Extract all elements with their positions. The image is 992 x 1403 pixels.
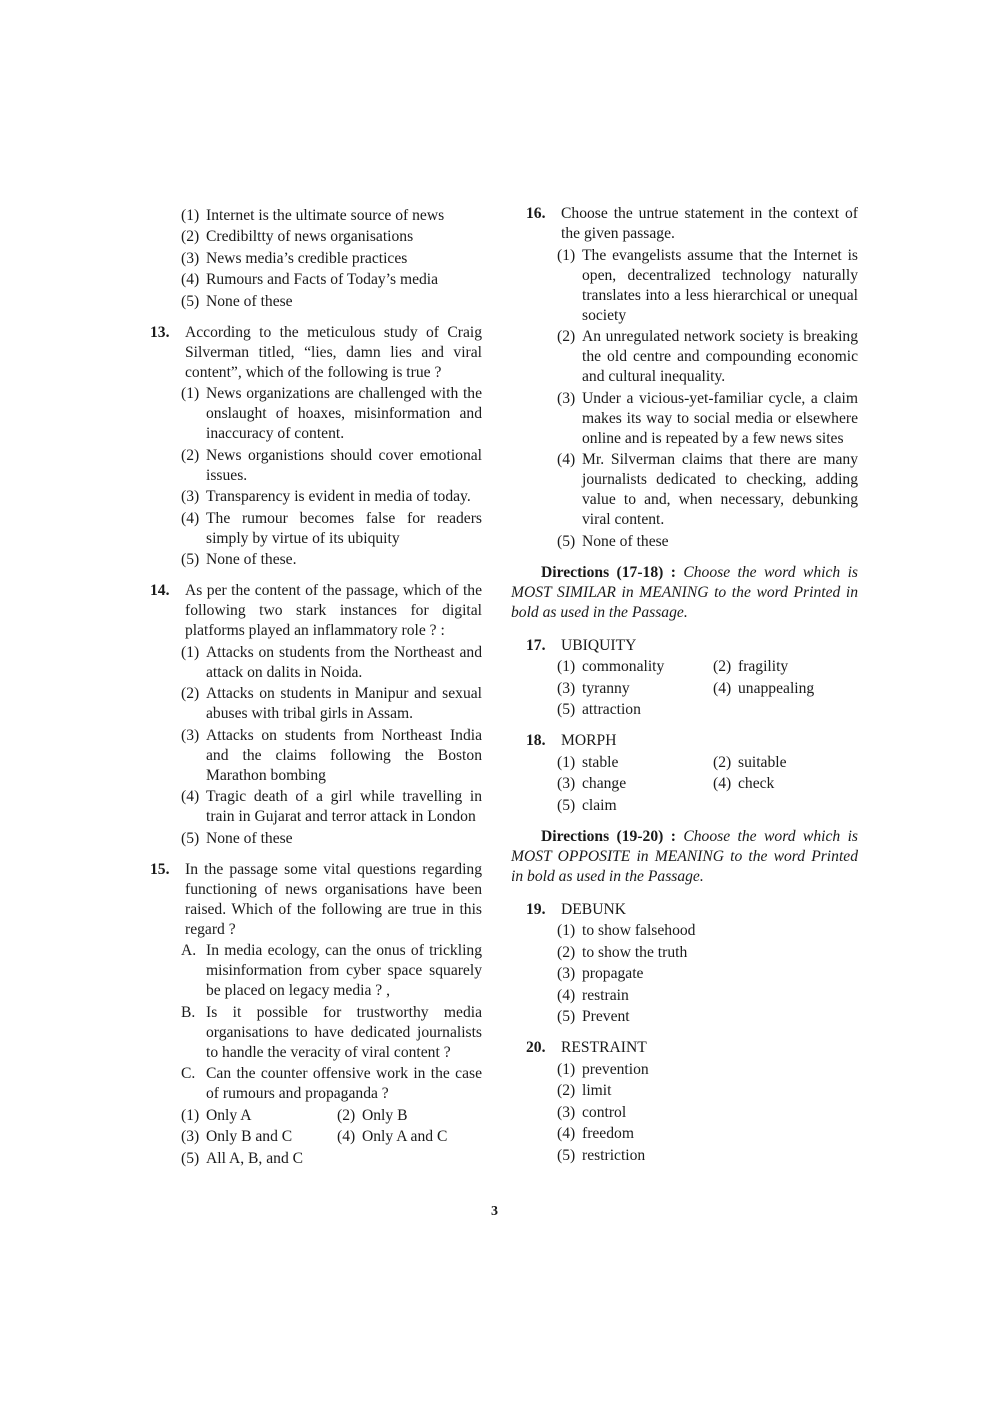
question-text: DEBUNK xyxy=(561,900,626,918)
option-text: News organizations are challenged with the onslaught of hoaxes, misinformation and inaccuracy of content. xyxy=(206,385,482,442)
option-number: (4) xyxy=(181,271,200,288)
answer-option xyxy=(557,753,713,773)
option-text: Only A xyxy=(206,1106,252,1124)
option-text: Internet is the ultimate source of news xyxy=(206,206,445,224)
answer-option xyxy=(181,726,482,786)
answer-option xyxy=(713,679,858,699)
answer-option xyxy=(181,684,482,724)
question-text: UBIQUITY xyxy=(561,636,637,654)
question xyxy=(526,204,858,552)
option-text: Credibiltty of news organisations xyxy=(206,228,414,245)
option-number: (1) xyxy=(557,1060,576,1078)
answer-option xyxy=(181,249,482,269)
answer-option xyxy=(713,753,858,773)
option-number: (1) xyxy=(181,643,200,661)
answer-option xyxy=(557,921,858,941)
option-text: unappealing xyxy=(738,679,815,697)
answer-option xyxy=(181,446,482,486)
option-number: (4) xyxy=(181,788,200,805)
answer-option xyxy=(557,796,713,816)
option-number: (4) xyxy=(337,1128,356,1145)
option-text: Tragic death of a girl while travelling in train in Gujarat and terror attack in London xyxy=(206,788,482,825)
statement xyxy=(181,941,482,1001)
option-text: prevention xyxy=(582,1060,649,1078)
option-number: (1) xyxy=(181,206,200,224)
option-list xyxy=(181,643,482,849)
answer-option xyxy=(337,1106,482,1126)
question xyxy=(526,636,858,721)
answer-option xyxy=(181,227,482,247)
question-continuation xyxy=(150,206,482,312)
option-text: attraction xyxy=(582,701,641,718)
option-text: tyranny xyxy=(582,679,630,697)
option-number: (2) xyxy=(557,328,576,345)
option-text: commonality xyxy=(582,658,665,675)
answer-option xyxy=(181,487,482,507)
statement xyxy=(181,1064,482,1104)
answer-option xyxy=(181,1106,337,1126)
option-number: (2) xyxy=(181,446,200,464)
option-number: (2) xyxy=(557,1082,576,1099)
answer-option xyxy=(181,643,482,683)
answer-option xyxy=(557,1124,858,1144)
option-text: Under a vicious-yet-familiar cycle, a claim makes its way to social media or elsewhere online and is repeated by a few news sites xyxy=(582,389,858,447)
answer-option xyxy=(181,1127,337,1147)
option-number: (2) xyxy=(181,228,200,245)
option-number: (3) xyxy=(557,775,576,792)
statement-label: C. xyxy=(181,1065,196,1082)
answer-option xyxy=(557,450,858,530)
question-text: RESTRAINT xyxy=(561,1039,647,1056)
option-text: Attacks on students in Manipur and sexual abuses with tribal girls in Assam. xyxy=(206,685,482,722)
answer-option xyxy=(557,1103,858,1123)
option-number: (5) xyxy=(181,829,200,847)
option-list xyxy=(181,384,482,570)
option-text: limit xyxy=(582,1082,612,1099)
directions xyxy=(511,827,858,887)
answer-option xyxy=(713,657,858,677)
option-text: Rumours and Facts of Today’s media xyxy=(206,271,439,288)
answer-option xyxy=(557,1007,858,1027)
option-list xyxy=(557,1060,858,1166)
right-column xyxy=(511,204,858,1177)
option-number: (5) xyxy=(181,551,200,568)
option-list xyxy=(181,206,482,312)
option-list xyxy=(557,656,858,721)
question-text: Choose the untrue statement in the context of the given passage. xyxy=(561,205,858,242)
question-text: MORPH xyxy=(561,732,617,749)
statement xyxy=(181,1003,482,1063)
directions-label: Directions (19-20) : xyxy=(541,827,676,845)
answer-option xyxy=(181,829,482,849)
question xyxy=(150,581,482,849)
option-text: All A, B, and C xyxy=(206,1149,304,1167)
option-text: Attacks on students from the Northeast and attack on dalits in Noida. xyxy=(206,643,482,681)
option-text: News media’s credible practices xyxy=(206,249,408,267)
option-text: None of these xyxy=(582,532,669,550)
answer-option xyxy=(557,679,713,699)
option-number: (3) xyxy=(181,1128,200,1145)
option-number: (1) xyxy=(181,1106,200,1124)
left-column xyxy=(150,204,482,1180)
question-number: 14. xyxy=(150,582,170,599)
question-text: According to the meticulous study of Craig Silverman titled, “lies, damn lies and viral content”, which of the following is true ? xyxy=(185,323,482,381)
question xyxy=(526,1038,858,1166)
option-text: An unregulated network society is breaking the old centre and compounding economic and cultural inequality. xyxy=(582,328,858,385)
answer-option xyxy=(557,1081,858,1101)
answer-option xyxy=(181,550,482,570)
option-text: fragility xyxy=(738,658,789,675)
option-number: (5) xyxy=(557,1008,576,1025)
option-text: restriction xyxy=(582,1146,646,1164)
option-text: Mr. Silverman claims that there are many journalists dedicated to checking, adding value to and, when necessary, debunking viral content. xyxy=(582,451,858,528)
option-number: (1) xyxy=(557,658,576,675)
option-number: (2) xyxy=(181,685,200,702)
option-number: (5) xyxy=(557,701,576,718)
answer-option xyxy=(337,1127,482,1147)
option-number: (4) xyxy=(181,509,200,527)
directions xyxy=(511,563,858,623)
option-text: The evangelists assume that the Internet is open, decentralized technology naturally translates into a less hierarchical or unequal society xyxy=(582,246,858,324)
statement-label: A. xyxy=(181,942,197,959)
option-number: (3) xyxy=(181,726,200,744)
option-text: change xyxy=(582,775,627,792)
option-number: (5) xyxy=(181,1149,200,1167)
option-number: (4) xyxy=(557,986,576,1004)
option-text: Only A and C xyxy=(362,1128,448,1145)
question xyxy=(526,731,858,816)
option-number: (4) xyxy=(713,679,732,697)
directions-text: Choose the word which is MOST SIMILAR in MEANING to the word Printed in bold as used in the Passage. xyxy=(511,563,858,621)
answer-option xyxy=(557,389,858,449)
option-number: (5) xyxy=(557,796,576,814)
question-number: 19. xyxy=(526,900,546,918)
option-text: suitable xyxy=(738,753,787,771)
question-number: 18. xyxy=(526,732,546,749)
option-number: (3) xyxy=(557,1103,576,1121)
option-text: None of these xyxy=(206,292,293,310)
option-number: (2) xyxy=(337,1106,356,1124)
option-text: The rumour becomes false for readers simply by virtue of its ubiquity xyxy=(206,509,482,547)
option-text: to show falsehood xyxy=(582,922,696,939)
option-text: check xyxy=(738,775,775,792)
option-list xyxy=(181,1104,482,1169)
question xyxy=(150,323,482,571)
option-text: stable xyxy=(582,753,619,771)
answer-option xyxy=(557,657,713,677)
option-text: propagate xyxy=(582,965,644,982)
option-text: None of these xyxy=(206,829,293,847)
answer-option xyxy=(181,206,482,226)
option-number: (2) xyxy=(557,943,576,961)
page-number: 3 xyxy=(491,1204,498,1219)
answer-option xyxy=(557,327,858,387)
option-number: (3) xyxy=(181,249,200,267)
option-number: (1) xyxy=(181,385,200,402)
option-text: Prevent xyxy=(582,1008,630,1025)
option-number: (4) xyxy=(557,451,576,468)
statement-text: Can the counter offensive work in the case of rumours and propaganda ? xyxy=(206,1065,482,1102)
option-text: to show the truth xyxy=(582,943,688,961)
answer-option xyxy=(557,1146,858,1166)
option-list xyxy=(557,246,858,552)
question-number: 17. xyxy=(526,636,546,654)
answer-option xyxy=(557,1060,858,1080)
option-number: (3) xyxy=(557,389,576,407)
option-text: control xyxy=(582,1103,627,1121)
answer-option xyxy=(181,292,482,312)
option-text: restrain xyxy=(582,986,629,1004)
answer-option xyxy=(557,943,858,963)
option-number: (1) xyxy=(557,753,576,771)
question-number: 13. xyxy=(150,323,170,341)
option-number: (3) xyxy=(557,965,576,982)
answer-option xyxy=(181,384,482,444)
answer-option xyxy=(557,532,858,552)
statement-text: Is it possible for trustworthy media organisations to have dedicated journalists to handle the veracity of viral content ? xyxy=(206,1003,482,1061)
answer-option xyxy=(557,774,713,794)
option-number: (5) xyxy=(181,292,200,310)
answer-option xyxy=(557,700,713,720)
option-number: (2) xyxy=(713,753,732,771)
option-number: (2) xyxy=(713,658,732,675)
question-number: 20. xyxy=(526,1039,546,1056)
question-text: In the passage some vital questions regarding functioning of news organisations have been raised. Which of the following are true in this regard ? xyxy=(185,860,482,938)
statement-text: In media ecology, can the onus of trickling misinformation from cyber space squarely be placed on legacy media ? , xyxy=(206,942,482,999)
option-number: (5) xyxy=(557,532,576,550)
option-text: None of these. xyxy=(206,551,297,568)
directions-label: Directions (17-18) : xyxy=(541,563,676,581)
option-text: News organistions should cover emotional issues. xyxy=(206,446,482,484)
question-number: 15. xyxy=(150,860,170,878)
answer-option xyxy=(181,787,482,827)
option-text: Only B xyxy=(362,1106,408,1124)
answer-option xyxy=(181,509,482,549)
option-number: (4) xyxy=(713,775,732,792)
question xyxy=(150,860,482,1169)
option-number: (3) xyxy=(557,679,576,697)
statement-label: B. xyxy=(181,1003,196,1021)
option-number: (4) xyxy=(557,1125,576,1142)
answer-option xyxy=(713,774,858,794)
answer-option xyxy=(557,986,858,1006)
question-number: 16. xyxy=(526,205,546,222)
option-list xyxy=(557,921,858,1027)
option-number: (5) xyxy=(557,1146,576,1164)
option-list xyxy=(557,751,858,816)
option-text: claim xyxy=(582,796,617,814)
option-text: Attacks on students from Northeast India and the claims following the Boston Marathon bombing xyxy=(206,726,482,784)
answer-option xyxy=(557,964,858,984)
option-text: freedom xyxy=(582,1125,634,1142)
option-text: Transparency is evident in media of today. xyxy=(206,488,471,505)
question-text: As per the content of the passage, which of the following two stark instances for digital platforms played an inflammatory role ? : xyxy=(185,582,482,639)
option-number: (3) xyxy=(181,488,200,505)
question xyxy=(526,900,858,1028)
statement-list xyxy=(181,941,482,1104)
answer-option xyxy=(557,246,858,326)
option-number: (1) xyxy=(557,922,576,939)
option-text: Only B and C xyxy=(206,1128,293,1145)
answer-option xyxy=(181,1149,337,1169)
answer-option xyxy=(181,270,482,290)
directions-text: Choose the word which is MOST OPPOSITE in MEANING to the word Printed in bold as used in the Passage. xyxy=(511,827,858,885)
option-number: (1) xyxy=(557,246,576,264)
